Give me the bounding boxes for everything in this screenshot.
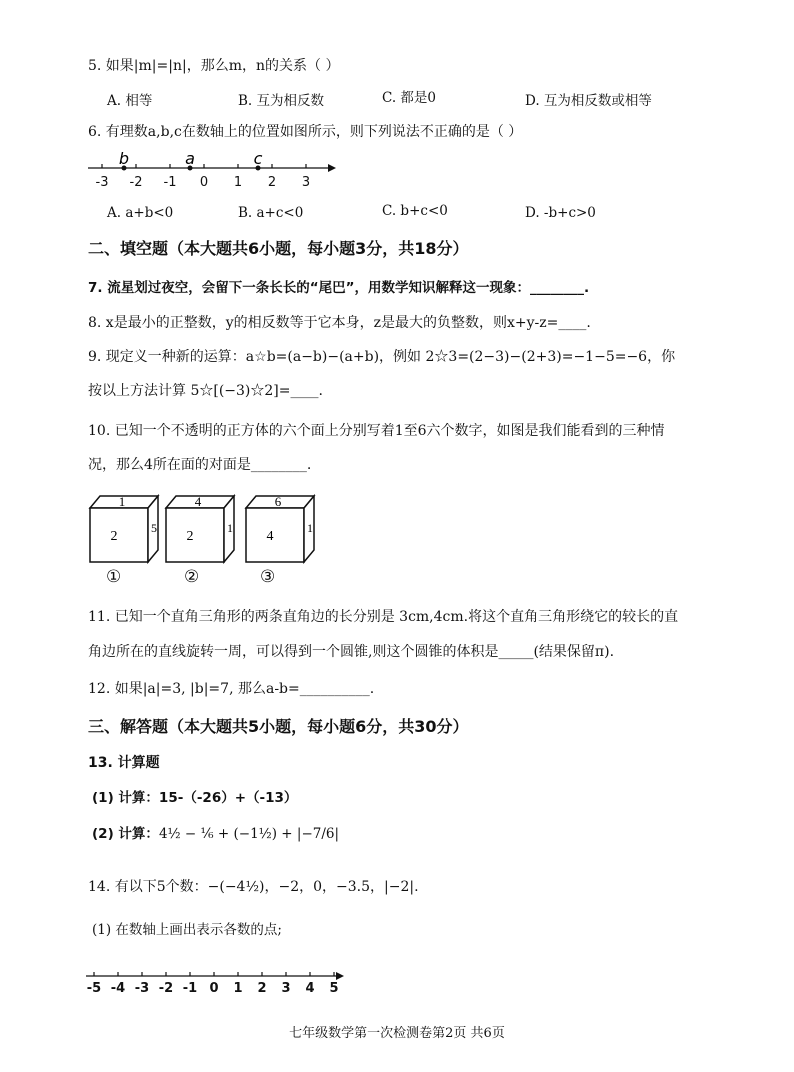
label-b: b	[118, 150, 130, 168]
cube-3-front: 4	[266, 529, 274, 544]
axis-tick-label: -1	[182, 981, 198, 996]
axis-tick-label: 3	[301, 175, 311, 190]
cube-3-top: 6	[274, 494, 282, 509]
q5-stem: 5. 如果|m|=|n|，那么m，n的关系（ ）	[88, 58, 340, 74]
cube-1	[90, 494, 158, 562]
axis-arrow	[328, 164, 336, 172]
q5-option-c: C. 都是0	[382, 90, 437, 106]
q13-part2	[92, 822, 339, 842]
axis-tick-label: -2	[129, 175, 143, 190]
q6-number-line	[84, 150, 344, 194]
axis-tick-label: 0	[199, 175, 209, 190]
q6-option-a: A. a+b<0	[107, 205, 174, 221]
cube-2-side: 1	[227, 521, 233, 535]
q6-stem: 6. 有理数a,b,c在数轴上的位置如图所示，则下列说法不正确的是（ ）	[88, 124, 523, 140]
cube-2-label: ②	[184, 567, 200, 587]
cube-figure	[80, 488, 340, 568]
q11-line2: 角边所在的直线旋转一周，可以得到一个圆锥,则这个圆锥的体积是_____(结果保留π).	[88, 644, 615, 660]
cube-2-front: 2	[186, 529, 194, 544]
page-footer: 七年级数学第一次检测卷第2页 共6页	[289, 1026, 505, 1041]
q9-line1: 9. 现定义一种新的运算：a☆b=(a−b)−(a+b)，例如 2☆3=(2−3)−(2+3)=−1−5=−6，你	[88, 349, 676, 365]
q5-option-b: B. 互为相反数	[238, 93, 325, 109]
q14-stem: 14. 有以下5个数：−(−4½)，−2，0，−3.5，|−2|.	[88, 879, 419, 895]
section-3-heading: 三、解答题（本大题共5小题，每小题6分，共30分）	[88, 717, 469, 736]
cube-3-side: 1	[307, 521, 313, 535]
q7-text: 7. 流星划过夜空，会留下一条长长的“尾巴”，用数学知识解释这一现象：________.	[88, 280, 590, 296]
cube-2-top: 4	[194, 494, 202, 509]
cube-1-side: 5	[151, 521, 157, 535]
label-c: c	[253, 150, 263, 168]
cube-3	[246, 494, 314, 562]
axis-tick-label: -3	[134, 981, 150, 996]
q13-part2-expr: 4½ − ⅙ + (−1½) + |−7/6|	[158, 826, 340, 842]
axis-tick-label: -5	[86, 981, 102, 996]
axis-tick-label: 2	[267, 175, 277, 190]
q11-line1: 11. 已知一个直角三角形的两条直角边的长分别是 3cm,4cm.将这个直角三角形绕它的较长的直	[88, 609, 679, 625]
q10-line2: 况，那么4所在面的对面是________.	[88, 457, 312, 473]
q6-option-c: C. b+c<0	[382, 203, 448, 219]
q14-part1: (1) 在数轴上画出表示各数的点;	[92, 922, 282, 938]
q13-part1: (1) 计算：15-（-26）+（-13）	[92, 790, 298, 806]
axis-tick-label: 3	[281, 981, 291, 996]
cube-1-label: ①	[106, 567, 122, 587]
q5-option-a: A. 相等	[107, 93, 153, 109]
cube-3-label: ③	[260, 567, 276, 587]
q10-line1: 10. 已知一个不透明的正方体的六个面上分别写着1至6六个数字，如图是我们能看到的三种情	[88, 423, 665, 439]
q9-line2: 按以上方法计算 5☆[(−3)☆2]=____.	[88, 383, 323, 399]
axis-tick-label: -2	[158, 981, 174, 996]
q14-number-line	[80, 962, 350, 1002]
cube-1-front: 2	[110, 529, 118, 544]
q13-title: 13. 计算题	[88, 755, 160, 771]
q5-option-d: D. 互为相反数或相等	[525, 93, 652, 109]
axis-tick-label: 5	[329, 981, 339, 996]
cube-2	[166, 494, 234, 562]
axis-tick-label: 4	[305, 981, 315, 996]
axis-arrow	[336, 972, 344, 980]
q6-option-d: D. -b+c>0	[525, 205, 596, 221]
axis-tick-label: -4	[110, 981, 126, 996]
axis-tick-label: 1	[233, 175, 243, 190]
cube-1-top: 1	[118, 494, 126, 509]
q6-option-b: B. a+c<0	[238, 205, 304, 221]
axis-tick-label: -3	[95, 175, 109, 190]
q13-part2-prefix: (2) 计算：	[92, 826, 159, 842]
axis-tick-label: -1	[163, 175, 177, 190]
section-2-heading: 二、填空题（本大题共6小题，每小题3分，共18分）	[88, 239, 469, 258]
q12-text: 12. 如果|a|=3, |b|=7, 那么a-b=__________.	[88, 681, 375, 697]
axis-tick-label: 1	[233, 981, 243, 996]
axis-tick-label: 2	[257, 981, 267, 996]
label-a: a	[185, 150, 195, 168]
axis-tick-label: 0	[209, 981, 219, 996]
q8-text: 8. x是最小的正整数，y的相反数等于它本身，z是最大的负整数，则x+y-z=____.	[88, 315, 591, 331]
